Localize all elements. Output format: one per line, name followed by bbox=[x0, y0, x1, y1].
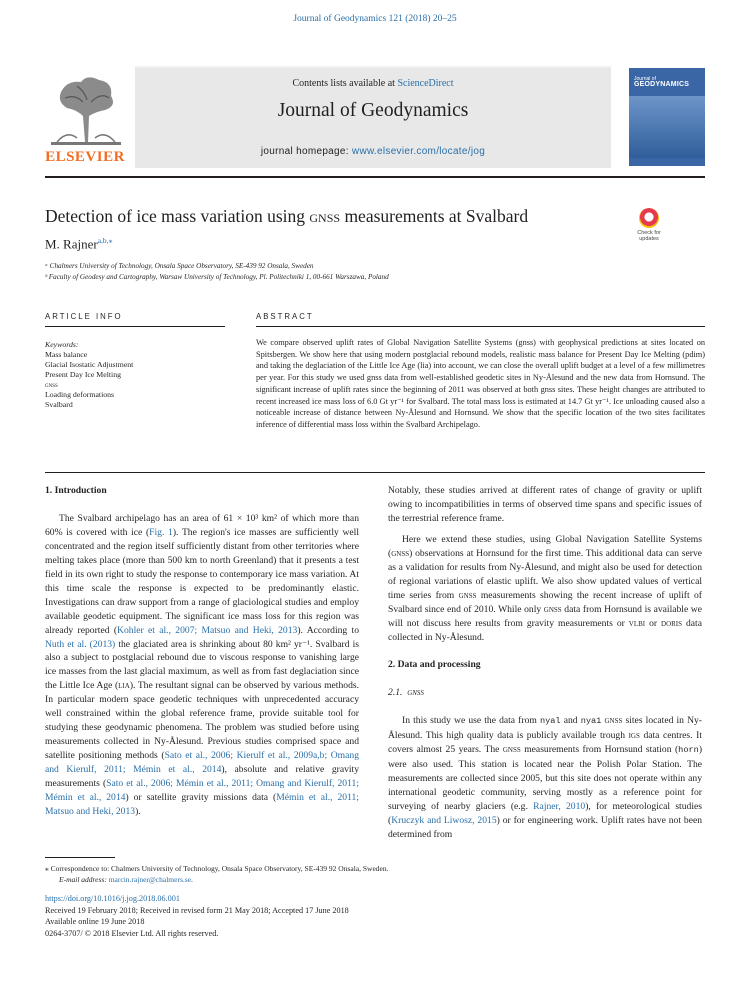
citation-link[interactable]: Sato et al., 2006; Kierulf et al., 2009a,b; Omang and Kierulf, 2011; Mémin et al., 2014 bbox=[45, 750, 359, 776]
text-run: ) were also used. This station is located near the Polish Polar Station. The measurements are collected since 2005, but this site does not operate within any international geodetic community, serving mostly as a reference point for surveying of nearby glaciers (e.g. bbox=[388, 744, 703, 813]
keywords-label: Keywords: bbox=[45, 340, 79, 349]
text-run: measurements showing the recent increase of uplift of Svalbard since end of 2010. While only bbox=[388, 589, 702, 615]
email-suffix: . bbox=[191, 875, 193, 884]
journal-title: Journal of Geodynamics bbox=[277, 100, 469, 121]
acronym: gnss bbox=[458, 589, 477, 601]
journal-cover-thumbnail[interactable] bbox=[629, 68, 705, 166]
intro-paragraph bbox=[388, 533, 702, 645]
cover-line-2: GEODYNAMICS bbox=[634, 81, 690, 88]
title-part-1: Detection of ice mass variation using bbox=[45, 206, 310, 226]
elsevier-wordmark: ELSEVIER bbox=[45, 149, 125, 165]
text-run: ). The region's ice masses are sufficiently well concentrated and the region itself sufficiently distant from other territories where melting takes place (more than 500 km to north Greenland) that it presents a test field in its own right to study the response to contemporary ice mass variation. At this time scale the response is expected to be predominantly elastic. Investigations can draw support from a range of glaciological studies and employ available geodetic equipment. The significant ice mass loss for this region was already reported ( bbox=[45, 526, 359, 636]
text-run: data centres. It covers almost 25 years. The bbox=[388, 730, 702, 756]
keyword-item: Present Day Ice Melting bbox=[45, 370, 121, 379]
title-part-2: measurements at Svalbard bbox=[340, 206, 529, 226]
text-run: sites located in Ny-Ålesund. This high quality data is publicly available trough bbox=[388, 715, 703, 742]
homepage-link[interactable]: www.elsevier.com/locate/jog bbox=[351, 146, 486, 157]
keyword-item: gnss bbox=[45, 380, 58, 389]
acronym: lia bbox=[118, 680, 130, 692]
sciencedirect-link[interactable]: ScienceDirect bbox=[397, 78, 454, 89]
right-column bbox=[388, 484, 702, 842]
keyword-item: Svalbard bbox=[45, 400, 73, 409]
contents-prefix: Contents lists available at bbox=[292, 78, 398, 89]
acronym: igs bbox=[628, 730, 640, 742]
citation-link[interactable]: Kohler et al., 2007; Matsuo and Heki, 2013 bbox=[117, 624, 298, 636]
cover-image-band bbox=[629, 96, 705, 158]
footnote-address: ⁎ Correspondence to: Chalmers University of Technology, Onsala Space Observatory, SE-439 92 Onsala, Sweden. bbox=[45, 864, 389, 873]
spacer bbox=[388, 672, 702, 686]
spacer bbox=[45, 498, 359, 512]
citation-link[interactable]: Rajner, 2010 bbox=[533, 801, 586, 813]
abstract-rule bbox=[256, 326, 705, 327]
text-run: ) or satellite gravity missions data ( bbox=[125, 792, 277, 804]
keywords-list bbox=[45, 340, 225, 410]
text-run: or bbox=[645, 617, 662, 629]
corresponding-author-footnote bbox=[45, 863, 389, 885]
text-run: the glaciated area is shrinking about 80 km² yr⁻¹. Svalbard is also a subject to postglacial rebound due to viscous response to vanishing large ice masses from the last glacial maximum, as well as from fast deglaciation since the Little Ice Age ( bbox=[45, 638, 359, 692]
spacer bbox=[388, 644, 702, 658]
section-2-heading: 2. Data and processing bbox=[388, 659, 481, 671]
acronym: vlbi bbox=[628, 617, 646, 629]
intro-paragraph bbox=[45, 512, 359, 819]
text-run: In this study we use the data from bbox=[402, 715, 540, 727]
station-code: nyal bbox=[539, 716, 561, 727]
intro-paragraph-continued: Notably, these studies arrived at different rates of change of gravity or uplift owing to incompatibilities in terms of observed time spans and specific issues of the terrestrial reference frame. bbox=[388, 485, 702, 524]
keyword-item: Mass balance bbox=[45, 350, 88, 359]
abstract-heading: ABSTRACT bbox=[256, 312, 314, 321]
email-label: E-mail address: bbox=[59, 875, 109, 884]
contents-availability bbox=[135, 78, 611, 89]
abstract-text: We compare observed uplift rates of Global Navigation Satellite Systems (gnss) with geophysical predictions at sites located on Spitsbergen. We show here that using modern postglacial rebound models, realistic mass balance for Present Day Ice Melting (pdim) and taking the deglaciation of the Little Ice Age (lia) into account, we can close the overall uplift budget at a level of a few millimetres per year. For this study we used gnss data from well-established geodetic sites in Ny-Ålesund and the new data from Hornsund. The significant increase of uplift rates since the beginning of 2011 was observed at both gnss sites. These height changes are attributed to recent increased ice mass loss of 6.0 Gt yr⁻¹ for Svalbard. The total mass loss is estimated at 14.7 Gt yr⁻¹. Ice unloading caused also a noticeable increase of distance between Ny-Ålesund and Hornsund. We show that the specific location of the two sites facilitates inference of differential mass loss within the Svalbard Archipelago. bbox=[256, 338, 705, 429]
received-dates: Received 19 February 2018; Received in revised form 21 May 2018; Accepted 17 June 2018 bbox=[45, 905, 349, 915]
subsection-2-1-heading bbox=[388, 686, 702, 700]
affiliation-b: ᵇ Faculty of Geodesy and Cartography, Warsaw University of Technology, Pl. Politechniki 1, 00-661 Warszawa, Poland bbox=[45, 273, 389, 281]
citation-link[interactable]: Mémin et al., 2011; Matsuo and Heki, 2013 bbox=[45, 792, 359, 817]
left-column bbox=[45, 484, 359, 819]
author-affiliation-marks[interactable]: a,b, bbox=[97, 236, 109, 245]
homepage-prefix: journal homepage: bbox=[260, 146, 352, 157]
acronym: gnss bbox=[604, 715, 623, 727]
article-title bbox=[45, 206, 528, 227]
acronym: doris bbox=[661, 617, 683, 629]
journal-homepage bbox=[135, 146, 611, 157]
article-info-rule bbox=[45, 326, 225, 327]
cover-title bbox=[634, 76, 689, 88]
citation-link[interactable]: Nuth et al. (2013) bbox=[45, 638, 116, 650]
text-run: ) observations at Hornsund for the first time. This additional data can serve as a validation for results from Ny-Ålesund, and might also be used for detection of regional variations of elastic uplift. We also show updated values of vertical time series from bbox=[388, 547, 702, 601]
affiliation-a: ᵃ Chalmers University of Technology, Onsala Space Observatory, SE-439 92 Onsala, Sweden bbox=[45, 262, 314, 270]
subsection-title: gnss bbox=[407, 687, 424, 699]
text-run: and bbox=[560, 715, 581, 727]
citation-link[interactable]: Sato et al., 2006; Mémin et al., 2011; Omang and Kierulf, 2011; Mémin et al., 2014 bbox=[45, 778, 360, 804]
text-run: data collected in Ny-Ålesund. bbox=[388, 617, 702, 643]
station-code: nya1 bbox=[580, 716, 602, 727]
subsection-number: 2.1. bbox=[388, 687, 403, 699]
article-info-heading: ARTICLE INFO bbox=[45, 312, 123, 321]
check-for-updates-badge[interactable] bbox=[630, 208, 668, 242]
text-run: data from Hornsund is available we will not discuss here results from gravity measurements or bbox=[388, 603, 702, 629]
cover-line-1: Journal of bbox=[634, 76, 656, 82]
text-run: Here we extend these studies, using Global Navigation Satellite Systems ( bbox=[388, 533, 702, 559]
body-separator-rule bbox=[45, 472, 705, 473]
text-run: The Svalbard archipelago has an area of 61 × 10³ km² of which more than 60% is covered with ice ( bbox=[45, 512, 359, 538]
text-run: ), absolute and relative gravity measurements ( bbox=[45, 764, 360, 790]
spacer bbox=[388, 700, 702, 714]
footnote-rule bbox=[45, 857, 115, 858]
text-run: ), for meteorological studies ( bbox=[388, 801, 702, 827]
acronym: gnss bbox=[502, 744, 521, 756]
journal-citation[interactable]: Journal of Geodynamics 121 (2018) 20–25 bbox=[293, 14, 457, 24]
author-name[interactable]: M. Rajner bbox=[45, 236, 98, 252]
available-online-date: Available online 19 June 2018 bbox=[45, 917, 145, 927]
author-email-link[interactable]: marcin.rajner@chalmers.se bbox=[108, 875, 192, 884]
acronym: gnss bbox=[391, 547, 410, 559]
text-run: ). According to bbox=[297, 624, 359, 636]
copyright-notice: 0264-3707/ © 2018 Elsevier Ltd. All rights reserved. bbox=[45, 928, 219, 938]
doi-link[interactable]: https://doi.org/10.1016/j.jog.2018.06.001 bbox=[45, 894, 180, 903]
text-run: ). The resultant signal can be observed by various methods. In particular modern space geodetic techniques with unprecedented accuracy well constrained within the global reference frame, provide suitable tool for studying these geodynamic phenomena. The problem was studied before using measurements collected in Ny-Ålesund. Previous studies comprised space and satellite positioning methods ( bbox=[45, 680, 359, 762]
author-line bbox=[45, 236, 112, 252]
text-run: ) or for engineering work. Uplift rates have not been determined from bbox=[388, 815, 703, 841]
figure-link[interactable]: Fig. 1 bbox=[149, 526, 173, 538]
keyword-item: Loading deformations bbox=[45, 390, 115, 399]
journal-masthead bbox=[45, 66, 705, 166]
corresponding-author-mark[interactable]: ⁎ bbox=[108, 236, 113, 245]
citation-link[interactable]: Kruczyk and Liwosz, 2015 bbox=[391, 815, 497, 827]
masthead-banner bbox=[135, 66, 611, 168]
text-run: ). bbox=[135, 805, 141, 817]
keyword-item: Glacial Isostatic Adjustment bbox=[45, 360, 134, 369]
data-paragraph bbox=[388, 714, 702, 842]
title-acronym: gnss bbox=[309, 206, 341, 226]
crossmark-label: Check for updates bbox=[637, 230, 661, 242]
section-1-heading: 1. Introduction bbox=[45, 485, 107, 496]
station-code: horn bbox=[678, 745, 699, 756]
text-run: measurements from Hornsund station ( bbox=[520, 744, 679, 756]
masthead-rule bbox=[45, 176, 705, 178]
acronym: gnss bbox=[543, 603, 562, 615]
crossmark-icon bbox=[639, 208, 659, 228]
footnote-email-line bbox=[45, 874, 389, 885]
article-footer bbox=[45, 893, 349, 939]
